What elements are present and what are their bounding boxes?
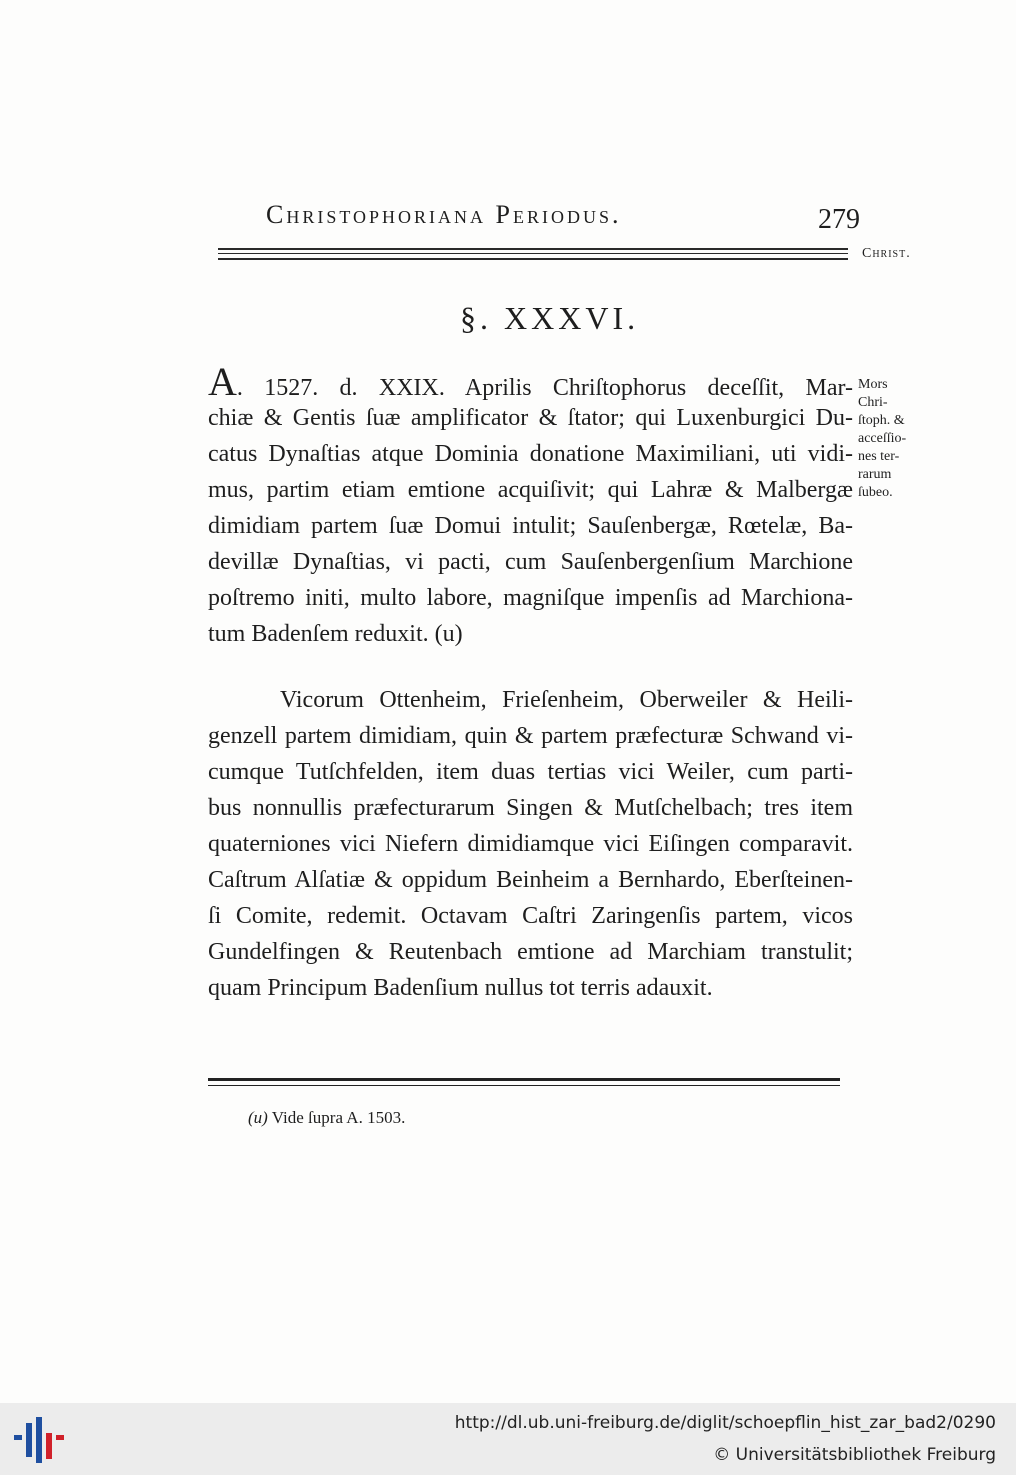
text-line: ſi Comite, redemit. Octavam Caſtri Zaringenſis partem, vicos: [208, 903, 853, 929]
marginal-line: ſubeo.: [858, 485, 893, 500]
text-line: catus Dynaſtias atque Dominia donatione Maximiliani, uti vidi-: [208, 441, 853, 467]
marginal-line: nes ter-: [858, 449, 900, 464]
text-line: Vicorum Ottenheim, Frieſenheim, Oberweiler & Heili-: [280, 687, 853, 713]
text-line: genzell partem dimidiam, quin & partem præfecturæ Schwand vi-: [208, 723, 853, 749]
text-line: dimidiam partem ſuæ Domui intulit; Sauſenbergæ, Rœtelæ, Ba-: [208, 513, 853, 539]
text-line: A. 1527. d. XXIX. Aprilis Chriſtophorus deceſſit, Mar-: [208, 359, 853, 404]
marginal-line: Chri-: [858, 395, 888, 410]
marginal-line: acceſſio-: [858, 431, 907, 446]
marginal-line: rarum: [858, 467, 892, 482]
text-line: poſtremo initi, multo labore, magniſque impenſis ad Marchiona-: [208, 585, 853, 611]
text-line: cumque Tutſchfelden, item duas tertias vici Weiler, cum parti-: [208, 759, 853, 785]
text-line: devillæ Dynaſtias, vi pacti, cum Sauſenbergenſium Marchione: [208, 549, 853, 575]
marginal-line: ſtoph. &: [858, 413, 905, 428]
page-number: 279: [818, 204, 860, 235]
footnote-rule: [208, 1085, 840, 1086]
permalink-url[interactable]: http://dl.ub.uni-freiburg.de/diglit/schoepflin_hist_zar_bad2/0290: [454, 1413, 996, 1433]
viewer-footer: [0, 1403, 1016, 1475]
marginal-note: [858, 376, 906, 502]
library-logo-icon: [14, 1415, 66, 1465]
running-title: Christophoriana Periodus.: [266, 200, 622, 229]
paragraph-1: [208, 359, 853, 652]
copyright-notice: © Universitätsbibliothek Freiburg: [713, 1445, 996, 1465]
text-line: quaterniones vici Niefern dimidiamque vici Eiſingen comparavit.: [208, 831, 853, 857]
text-line: chiæ & Gentis ſuæ amplificator & ſtator; qui Luxenburgici Du-: [208, 405, 853, 431]
text-line: Gundelfingen & Reutenbach emtione ad Marchiam transtulit;: [208, 939, 853, 965]
header-rule: [218, 258, 848, 260]
footnote-mark: (u): [248, 1108, 268, 1127]
text-line: tum Badenſem reduxit. (u): [208, 621, 463, 647]
text-line: bus nonnullis præfecturarum Singen & Mutſchelbach; tres item: [208, 795, 853, 821]
margin-catchword: Christ.: [862, 246, 911, 261]
footnote-text: Vide ſupra A. 1503.: [271, 1108, 406, 1127]
text-line: mus, partim etiam emtione acquiſivit; qui Lahræ & Malbergæ: [208, 477, 853, 503]
drop-cap: A: [208, 359, 237, 404]
marginal-line: Mors: [858, 377, 888, 392]
header-rule: [218, 248, 848, 250]
text-line: Caſtrum Alſatiæ & oppidum Beinheim a Bernhardo, Eberſteinen-: [208, 867, 853, 893]
paragraph-2: [208, 682, 853, 1006]
section-heading: §. XXXVI.: [460, 300, 640, 336]
header-rule: [218, 253, 848, 254]
footnote: [248, 1108, 405, 1128]
footnote-rule: [208, 1078, 840, 1081]
text-line: quam Principum Badenſium nullus tot terris adauxit.: [208, 975, 713, 1001]
